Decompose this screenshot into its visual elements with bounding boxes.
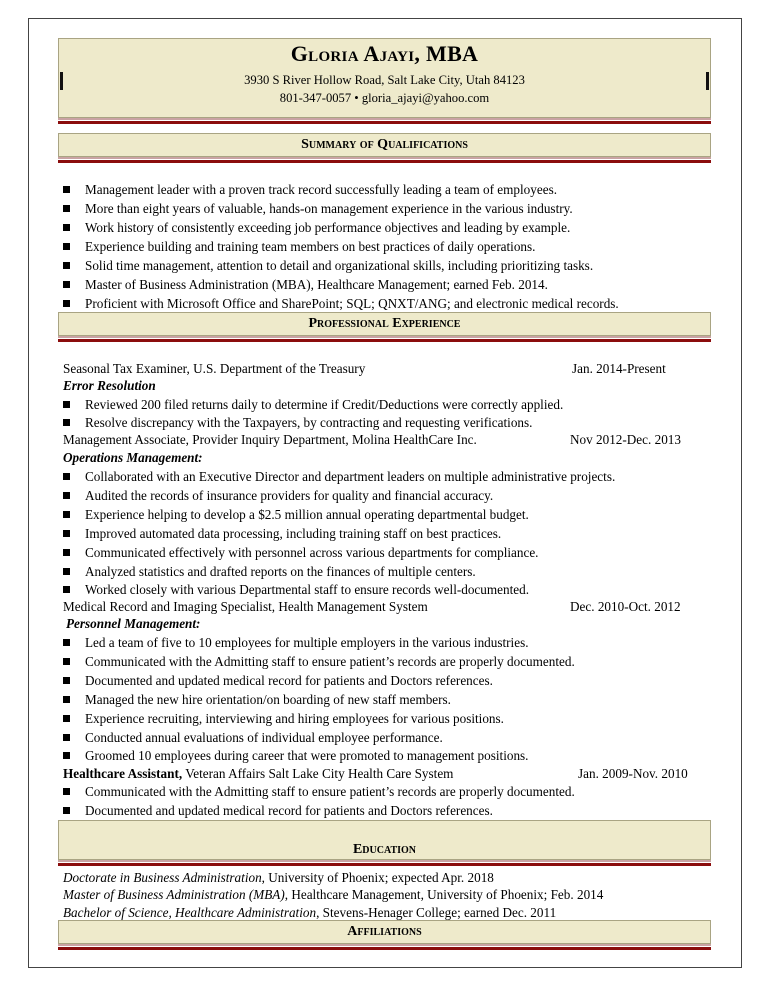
- job-title: Seasonal Tax Examiner, U.S. Department of the Treasury: [63, 361, 366, 376]
- job-dates: Nov 2012-Dec. 2013: [570, 432, 681, 447]
- experience-section-header: [58, 312, 711, 336]
- job-bullet: Led a team of five to 10 employees for multiple employers in the various industries.: [63, 634, 713, 652]
- job-bullet: Experience recruiting, interviewing and hiring employees for various positions.: [63, 710, 713, 728]
- job-bullet: Managed the new hire orientation/on boarding of new staff members.: [63, 691, 713, 709]
- job-bullet: Documented and updated medical record for patients and Doctors references.: [63, 802, 713, 820]
- job-bullet: Communicated effectively with personnel across various departments for compliance.: [63, 544, 713, 562]
- job-bullet: Communicated with the Admitting staff to ensure patient’s records are properly documented.: [63, 653, 713, 671]
- header-tick-left: [60, 72, 63, 90]
- job-title: Management Associate, Provider Inquiry Department, Molina HealthCare Inc.: [63, 432, 477, 447]
- summary-title: Summary of Qualifications: [301, 137, 468, 152]
- summary-item: Master of Business Administration (MBA), Healthcare Management; earned Feb. 2014.: [63, 276, 713, 294]
- summary-section-header: [58, 133, 711, 157]
- job-bullet: Conducted annual evaluations of individual employee performance.: [63, 729, 713, 747]
- affiliations-section-header: [58, 920, 711, 944]
- affiliations-title: Affiliations: [347, 924, 422, 939]
- education-item: Bachelor of Science, Healthcare Administration, Stevens-Henager College; earned Dec. 2011: [63, 905, 557, 920]
- job-bullet: Analyzed statistics and drafted reports on the finances of multiple centers.: [63, 563, 713, 581]
- summary-item: Management leader with a proven track record successfully leading a team of employees.: [63, 181, 713, 199]
- experience-title: Professional Experience: [308, 316, 461, 331]
- header-tick-right: [706, 72, 709, 90]
- summary-item: Work history of consistently exceeding job performance objectives and leading by example.: [63, 219, 713, 237]
- education-item: Master of Business Administration (MBA), Healthcare Management, University of Phoenix; Feb. 2014: [63, 887, 604, 902]
- job-bullet: Experience helping to develop a $2.5 million annual operating departmental budget.: [63, 506, 713, 524]
- address: 3930 S River Hollow Road, Salt Lake City, Utah 84123: [244, 73, 525, 87]
- job-dates: Dec. 2010-Oct. 2012: [570, 599, 681, 614]
- education-title: Education: [352, 842, 417, 857]
- job-bullet: Groomed 10 employees during career that were promoted to management positions.: [63, 747, 713, 765]
- job-dates: Jan. 2014-Present: [572, 361, 666, 376]
- summary-item: More than eight years of valuable, hands-on management experience in the various industry.: [63, 200, 713, 218]
- job-title: Healthcare Assistant, Veteran Affairs Salt Lake City Health Care System: [63, 766, 454, 781]
- job-bullet: Reviewed 200 filed returns daily to determine if Credit/Deductions were correctly applied.: [63, 396, 713, 414]
- job-dates: Jan. 2009-Nov. 2010: [578, 766, 688, 781]
- summary-item: Proficient with Microsoft Office and SharePoint; SQL; QNXT/ANG; and electronic medical records.: [63, 295, 713, 313]
- job-area: Error Resolution: [63, 378, 156, 393]
- summary-item: Solid time management, attention to detail and organizational skills, including prioritizing tasks.: [63, 257, 713, 275]
- job-bullet: Worked closely with various Departmental staff to ensure records well-documented.: [63, 581, 713, 599]
- job-bullet: Communicated with the Admitting staff to ensure patient’s records are properly documented.: [63, 783, 713, 801]
- job-bullet: Resolve discrepancy with the Taxpayers, by contracting and requesting verifications.: [63, 414, 713, 432]
- header-band: [58, 38, 711, 118]
- education-section-header: [58, 820, 711, 860]
- candidate-name: Gloria Ajayi, MBA: [290, 41, 479, 66]
- job-area: Operations Management:: [63, 450, 203, 465]
- job-bullet: Documented and updated medical record for patients and Doctors references.: [63, 672, 713, 690]
- job-area: Personnel Management:: [66, 616, 201, 631]
- job-bullet: Collaborated with an Executive Director and department leaders on multiple administrative projects.: [63, 468, 713, 486]
- contact-info: 801-347-0057 • gloria_ajayi@yahoo.com: [279, 91, 490, 105]
- summary-item: Experience building and training team members on best practices of daily operations.: [63, 238, 713, 256]
- job-bullet: Improved automated data processing, including training staff on best practices.: [63, 525, 713, 543]
- job-bullet: Audited the records of insurance providers for quality and financial accuracy.: [63, 487, 713, 505]
- job-title: Medical Record and Imaging Specialist, Health Management System: [63, 599, 428, 614]
- education-item: Doctorate in Business Administration, University of Phoenix; expected Apr. 2018: [63, 870, 494, 885]
